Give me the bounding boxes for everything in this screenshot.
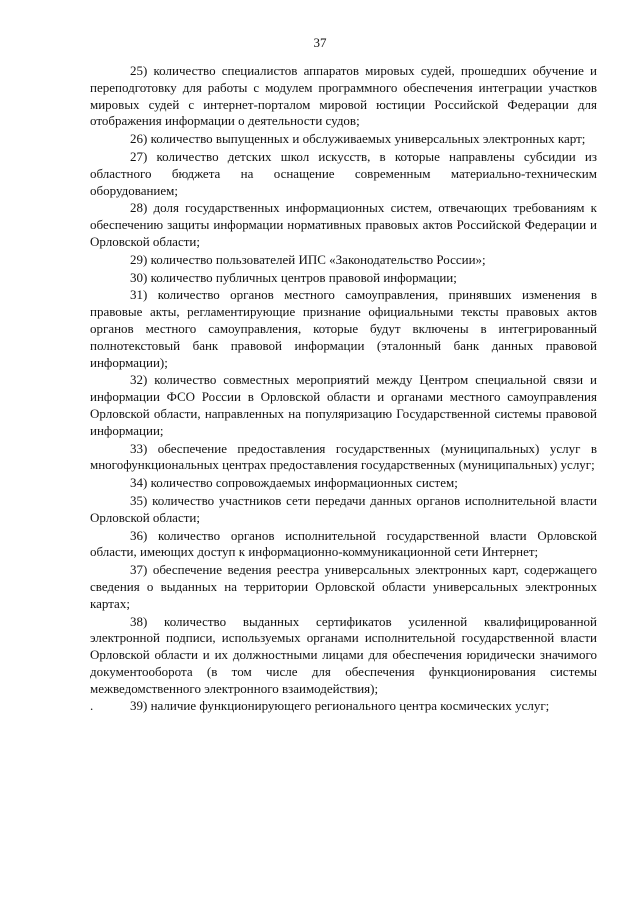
list-item: 38) количество выданных сертификатов усиленной квалифицированной электронной подписи, используемых органами исполнительной государственной власти Орловской области и их должностными лицами для обеспечения юридически значимого документооборота (в том числе для обеспечения функционирования системы межведомственного электронного взаимодействия); <box>90 613 597 696</box>
page-number: 37 <box>313 35 327 50</box>
list-item: 37) обеспечение ведения реестра универсальных электронных карт, содержащего сведения о выданных на территории Орловской области универсальных электронных картах; <box>90 562 597 611</box>
list-item: 28) доля государственных информационных систем, отвечающих требованиям к обеспечению защиты информации нормативных правовых актов Российской Федерации и Орловской области; <box>90 200 597 249</box>
list-item: 30) количество публичных центров правовой информации; <box>130 269 457 285</box>
list-item: 27) количество детских школ искусств, в которые направлены субсидии из областного бюджета на оснащение современным материально-техническим оборудованием; <box>90 148 597 198</box>
list-item: 35) количество участников сети передачи данных органов исполнительной власти Орловской области; <box>90 492 597 525</box>
list-item: 32) количество совместных мероприятий между Центром специальной связи и информации ФСО России в Орловской области и органами местного самоуправления Орловской области, направленных на популяризацию Государственной системы правовой информации; <box>90 372 597 438</box>
list-item: 29) количество пользователей ИПС «Законодательство России»; <box>130 251 486 267</box>
list-item: 26) количество выпущенных и обслуживаемых универсальных электронных карт; <box>130 131 586 147</box>
list-item: 31) количество органов местного самоуправления, принявших изменения в правовые акты, регламентирующие признание официальными тексты правовых актов органов местного самоуправления, которые будут включены в интегрированный полнотекстовый банк правовой информации (эталонный банк данных правовой информации); <box>90 287 597 370</box>
list-item: 34) количество сопровождаемых информационных систем; <box>130 475 458 491</box>
stray-dot-mark: . <box>90 698 94 714</box>
list-item-text: 39) наличие функционирующего регионального центра космических услуг; <box>130 698 550 714</box>
list-item <box>90 698 597 715</box>
document-body <box>90 63 597 716</box>
list-item: 25) количество специалистов аппаратов мировых судей, прошедших обучение и переподготовку для работы с модулем программного обеспечения интеграции участков мировых судей с интернет-порталом мировой юстиции Российской Федерации для отображения информации о деятельности судов; <box>90 63 597 129</box>
list-item: 36) количество органов исполнительной государственной власти Орловской области, имеющих доступ к информационно-коммуникационной сети Интернет; <box>90 527 597 560</box>
list-item: 33) обеспечение предоставления государственных (муниципальных) услуг в многофункциональных центрах предоставления государственных (муниципальных) услуг; <box>90 440 597 473</box>
